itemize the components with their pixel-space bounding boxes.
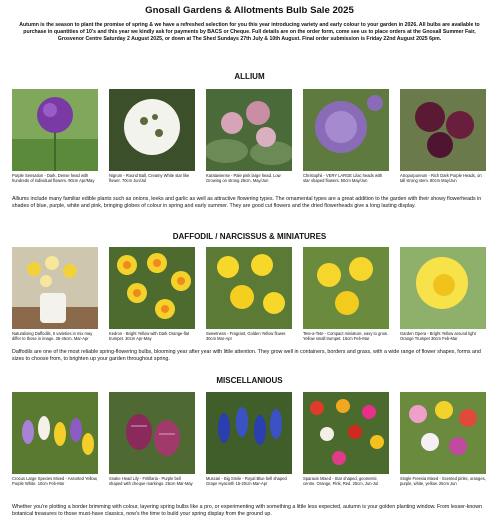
page-title: Gnosall Gardens & Allotments Bulb Sale 2025 (145, 5, 354, 16)
product-photo-karataviense (206, 89, 292, 171)
product-caption: Garden Opera - Bright Yellow around light Orange Trumpet 30cm Feb-Mar (400, 331, 476, 341)
product-photo-tete-a-tete (303, 247, 389, 329)
product-photo-freesia (400, 392, 486, 474)
section-heading-daffodil: DAFFODIL / NARCISSUS & MINIATURES (172, 232, 327, 241)
allium-description: Alliums include many familiar edible plants such as onions, leeks and garlic as well as attractive flowering types. The ornamental types are a great addition to the garden with their showy flowerheads in shades of blue, purple, white and pink, bringing globes of colour in spring and early summer. They are good cut flowers and the dried flowerheads give a long lasting display. (12, 196, 482, 209)
miscellanious-row (12, 392, 488, 492)
allium-row (12, 89, 488, 189)
product-card (400, 392, 486, 486)
product-card (109, 392, 195, 486)
product-caption: Crocus Large Species Mixed - Assorted Yellow, Purple White. 10cm Feb-Mar (12, 476, 98, 486)
product-card (206, 89, 292, 183)
product-caption: Naturalising Daffodils, 5 varieties in mix may differ to those in image. 35-45cm, Mar-Apr (12, 331, 93, 341)
product-caption: Kedron - Bright Yellow with Dark Orange-flat trumpet. 30cm Apr-May (109, 331, 190, 341)
section-heading-miscellanious: MISCELLANIOUS (216, 376, 283, 385)
product-card (109, 247, 195, 341)
miscellanious-description: Whether you're plotting a border brimming with colour, layering spring bulbs like a pro, or experimenting with something a little less expected, autumn is your golden planting window. From lesser-known botanical treasures to those must-have classics, now's the time to build your spring display from the ground up. (12, 504, 483, 517)
product-photo-sparaxis (303, 392, 389, 474)
product-photo-purple-sensation (12, 89, 98, 171)
product-caption: Sweetness - Fragrant, Golden Yellow flower. 30cm Mar-Apr (206, 331, 287, 341)
product-photo-atropurpureum (400, 89, 486, 171)
product-caption: Single Freesia Mixed - Scented pinks, oranges, purple, white, yellow. 25cm Jun (400, 476, 486, 486)
product-card (303, 89, 389, 183)
product-caption: Atropurpureum - Rich Dark Purple Heads, on tall strong stem. 80cm May/Jun (400, 173, 482, 183)
product-caption: Purple Sensation - Dark, Dense head with hundreds of individual flowers. 90cm Apr/May (12, 173, 95, 183)
product-photo-muscari (206, 392, 292, 474)
product-caption: Tete-a-Tete - Compact miniature, easy to grow. Yellow small trumpet. 15cm Feb-Mar (303, 331, 388, 341)
product-photo-naturalising-daffodils (12, 247, 98, 329)
daffodil-row (12, 247, 488, 347)
product-card (12, 392, 98, 486)
intro-text: Autumn is the season to plant the promise of spring & we have a refreshed selection for you this year introducing variety and early colour to your garden in 2026. All bulbs are available to purchase in quantities of 10's and this year we kindly ask for payments by BACS or Cheque. Full details are on the order form, come see us to place orders at the Gnosall Summer Fair, Grosvenor Centre Saturday 2 August 2025, or down at The Shed Sundays 27th July & 10th August. Final order submission is Friday 22nd August 2025 6pm. (19, 22, 480, 43)
product-card (12, 247, 98, 341)
product-card (109, 89, 195, 183)
product-card (12, 89, 98, 183)
product-caption: Karataviense - Pale pink large head. Low Growing on strong 25cm. May/Jun (206, 173, 281, 183)
product-caption: Snake Head Lily - Fritillaria - Purple bell shaped with cheque markings. 25cm Mar-May (109, 476, 193, 486)
product-card (303, 247, 389, 341)
product-photo-christophii (303, 89, 389, 171)
section-heading-allium: ALLIUM (234, 72, 265, 81)
product-photo-nigrum (109, 89, 195, 171)
product-photo-sweetness (206, 247, 292, 329)
product-photo-snake-head-lily (109, 392, 195, 474)
product-card (400, 247, 486, 341)
product-caption: Sparaxis Mixed - Star shaped, geometric centre. Orange, Pink, Red. 25cm, Jun-Jul (303, 476, 379, 486)
product-photo-crocus (12, 392, 98, 474)
product-card (303, 392, 389, 486)
product-caption: Christophii - VERY LARGE Lilac heads with star shaped flowers. 50cm May/Jun (303, 173, 383, 183)
product-caption: Muscari - Big Smile - Royal Blue bell shaped Grape Hyacinth 15-20cm Mar-Apr (206, 476, 287, 486)
daffodil-description: Daffodils are one of the most reliable spring-flowering bulbs, blooming year after year with little attention. They grow well in containers, borders and grass, with a wide range of flower shapes, forms and sizes to choose from, to brighten up your garden throughout spring. (12, 349, 481, 362)
product-caption: Nigrum - Round Ball, Creamy White star like flower. 70cm Jun/Jul (109, 173, 190, 183)
product-card (206, 247, 292, 341)
product-photo-kedron (109, 247, 195, 329)
product-photo-garden-opera (400, 247, 486, 329)
product-card (206, 392, 292, 486)
product-card (400, 89, 486, 183)
